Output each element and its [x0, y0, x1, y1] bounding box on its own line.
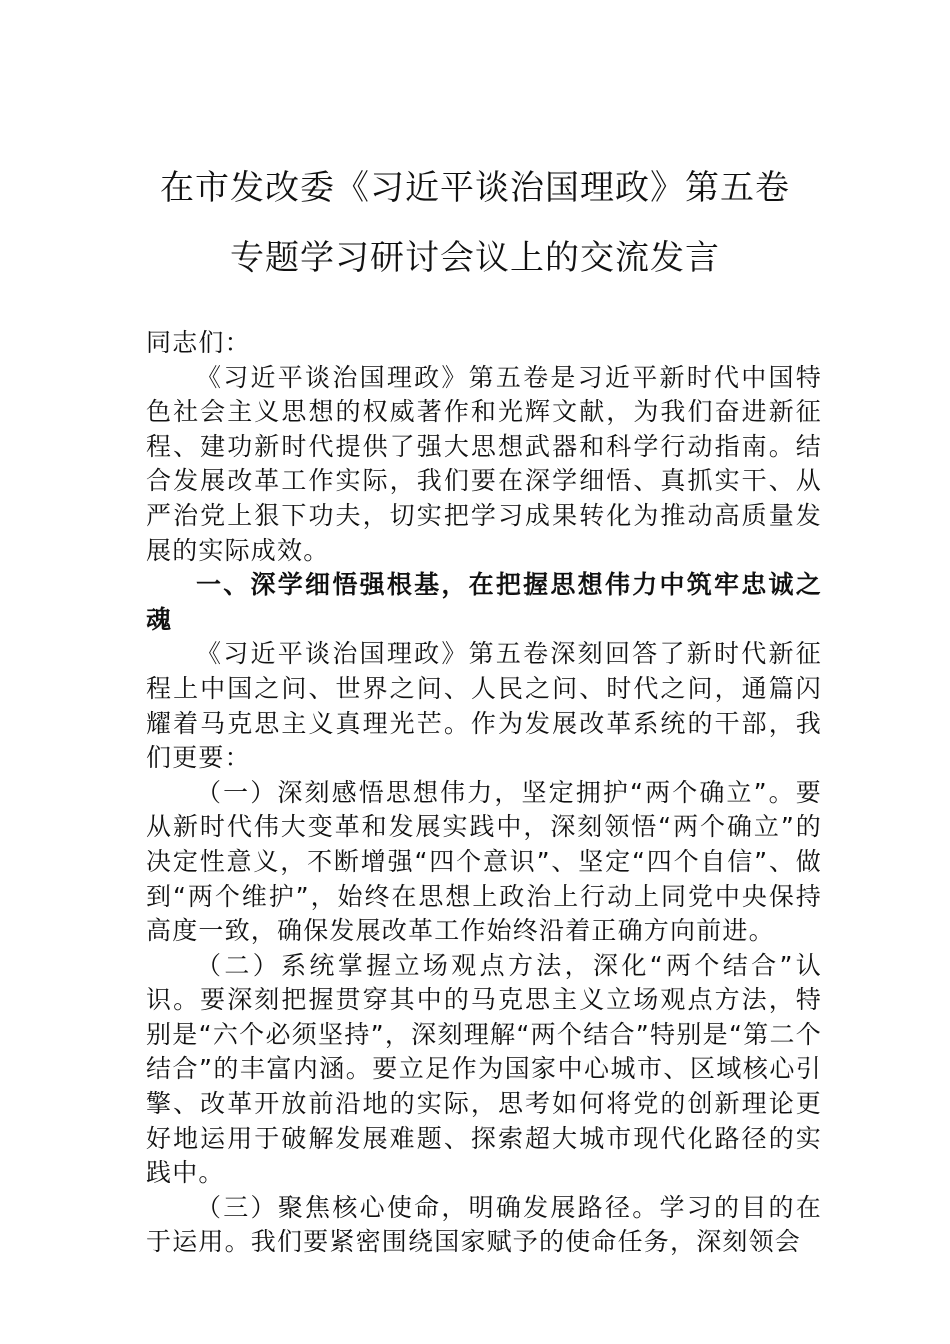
document-title-line-2: 专题学习研讨会议上的交流发言: [230, 238, 720, 278]
document-title-line-1: 在市发改委《习近平谈治国理政》第五卷: [160, 168, 790, 208]
paragraph-intro: 《习近平谈治国理政》第五卷是习近平新时代中国特色社会主义思想的权威著作和光辉文献，为我们奋进新征程、建功新时代提供了强大思想武器和科学行动指南。结合发展改革工作实际，我们要在深学细悟、真抓实干、从严治党上狠下功夫，切实把学习成果转化为推动高质量发展的实际成效。: [146, 362, 822, 565]
paragraph-point-3: （三）聚焦核心使命，明确发展路径。学习的目的在于运用。我们要紧密围绕国家赋予的使命任务，深刻领会: [146, 1192, 822, 1257]
paragraph-point-1: （一）深刻感悟思想伟力，坚定拥护“两个确立”。要从新时代伟大变革和发展实践中，深刻领悟“两个确立”的决定性意义，不断增强“四个意识”、坚定“四个自信”、做到“两个维护”，始终在思想上政治上行动上同党中央保持高度一致，确保发展改革工作始终沿着正确方向前进。: [146, 777, 822, 946]
salutation: 同志们：: [146, 328, 251, 357]
paragraph-point-2: （二）系统掌握立场观点方法，深化“两个结合”认识。要深刻把握贯穿其中的马克思主义立场观点方法，特别是“六个必须坚持”，深刻理解“两个结合”特别是“第二个结合”的丰富内涵。要立足作为国家中心城市、区域核心引擎、改革开放前沿地的实际，思考如何将党的创新理论更好地运用于破解发展难题、探索超大城市现代化路径的实践中。: [146, 950, 822, 1188]
document-body: [146, 326, 822, 1260]
paragraph-section-1-intro: 《习近平谈治国理政》第五卷深刻回答了新时代新征程上中国之问、世界之问、人民之问、时代之问，通篇闪耀着马克思主义真理光芒。作为发展改革系统的干部，我们更要：: [146, 639, 822, 773]
section-heading-1: 一、深学细悟强根基，在把握思想伟力中筑牢忠诚之魂: [146, 570, 822, 634]
